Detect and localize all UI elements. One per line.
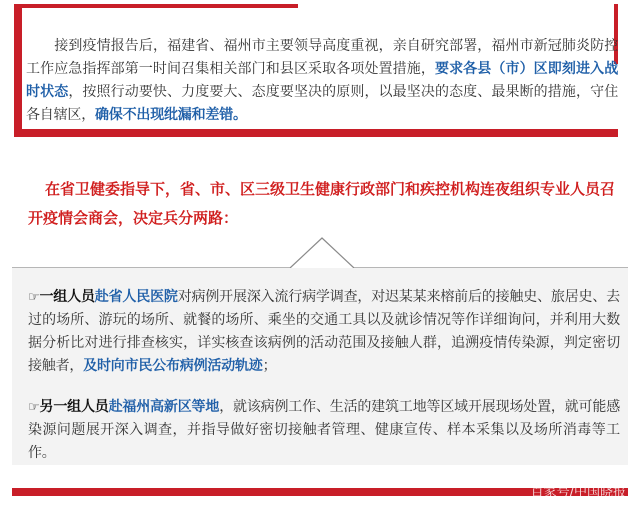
notch-divider-line <box>12 238 628 268</box>
top-paragraph <box>26 35 618 127</box>
top-paragraph-middle: ，按照行动要快、力度要大、态度要坚决的原则，以最坚决的态度、最果断的措施，守住各自辖区， <box>26 84 618 123</box>
group-one-paragraph <box>28 286 620 378</box>
group-one-highlight: 及时向市民公布病例活动轨迹 <box>83 358 263 374</box>
group-two-paragraph <box>28 396 620 465</box>
red-heading-paragraph <box>28 175 622 233</box>
group-one-lead: 一组人员 <box>39 289 95 305</box>
top-paragraph-highlight-1: 要求各县（市）区即刻进入战时状态 <box>26 61 618 100</box>
notch-divider <box>0 230 640 270</box>
group-two-lead: 另一组人员 <box>39 399 109 415</box>
group-two-destination: 赴福州高新区等地 <box>108 399 220 415</box>
top-frame-edge <box>14 4 298 8</box>
top-paragraph-highlight-2: 确保不出现纰漏和差错。 <box>95 107 247 123</box>
group-two-text: ，就该病例工作、生活的建筑工地等区域开展现场处置，就可能感染源问题展开深入调查，并指导做好密切接触者管理、健康宣传、样本采集以及场所消毒等工作。 <box>28 399 621 461</box>
red-heading-text: 在省卫健委指导下，省、市、区三级卫生健康行政部门和疾控机构连夜组织专业人员召开疫情会商会，决定兵分两路： <box>28 180 616 227</box>
top-paragraph-intro: 接到疫情报告后，福建省、福州市主要领导高度重视，亲自研究部署，福州市新冠肺炎防控工作应急指挥部第一时间召集相关部门和县区采取各项处置措施， <box>26 38 618 77</box>
watermark: 百家号/中国晓报 <box>530 485 626 500</box>
group-one-end: ； <box>262 358 277 374</box>
group-one-destination: 赴省人民医院 <box>94 289 178 305</box>
pointing-hand-icon: ☞ <box>28 290 40 305</box>
group-one-text: 对病例开展深入流行病学调查，对迟某某来榕前后的接触史、旅居史、去过的场所、游玩的场所、就餐的场所、乘坐的交通工具以及就诊情况等作详细询问，并利用大数据分析比对进行排查核实，详实核查该病例的活动范围及接触人群，追溯疫情传染源，判定密切接触者， <box>28 289 620 374</box>
pointing-hand-icon: ☞ <box>28 400 40 415</box>
